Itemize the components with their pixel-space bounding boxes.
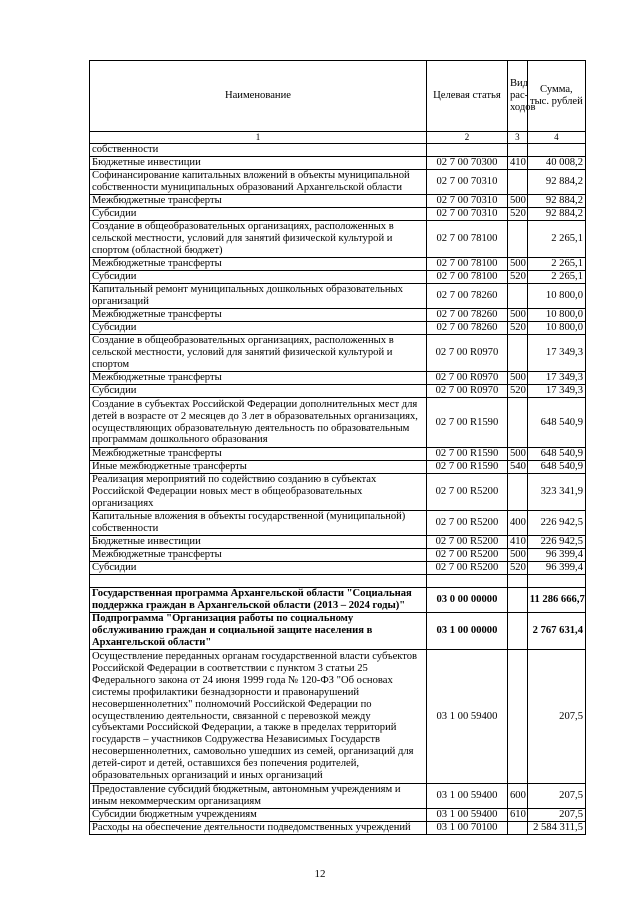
table-row: [90, 144, 586, 157]
row-target-article: 03 1 00 59400: [426, 784, 507, 809]
row-expense-type: 600: [507, 784, 527, 809]
table-row: [90, 335, 586, 372]
row-expense-type: 410: [507, 536, 527, 549]
row-amount: 10 800,0: [527, 309, 585, 322]
row-name: Осуществление переданных органам государственной власти субъектов Российской Федерации в соответствии с пунктом 3 статьи 25 Федерального закона от 24 июня 1999 года № 120-ФЗ "Об основах системы профилактики безнадзорности и правонарушений несовершеннолетних" полномочий Российской Федерации по осуществлению деятельности, связанной с перевозкой между субъектами Российской Федерации, а также в пределах территорий государств – участников Содружества Независимых Государств несовершеннолетних, самовольно ушедших из семей, организаций для детей-сирот и детей, оставшихся без попечения родителей, образовательных организаций и иных организаций: [90, 650, 427, 784]
row-amount: 96 399,4: [527, 562, 585, 575]
row-amount: 226 942,5: [527, 511, 585, 536]
row-expense-type: 500: [507, 549, 527, 562]
row-amount: 2 767 631,4: [527, 613, 585, 650]
header-target-article: Целевая статья: [426, 61, 507, 132]
row-expense-type: [507, 398, 527, 448]
row-expense-type: [507, 170, 527, 195]
column-number-2: 2: [426, 132, 507, 144]
row-name: Государственная программа Архангельской области "Социальная поддержка граждан в Архангельской области (2013 – 2024 годы)": [90, 588, 427, 613]
table-row: [90, 385, 586, 398]
row-target-article: 02 7 00 70310: [426, 170, 507, 195]
row-expense-type: 500: [507, 258, 527, 271]
row-target-article: 02 7 00 70300: [426, 157, 507, 170]
row-amount: 92 884,2: [527, 208, 585, 221]
row-amount: 226 942,5: [527, 536, 585, 549]
row-amount: 207,5: [527, 809, 585, 822]
row-name: Межбюджетные трансферты: [90, 448, 427, 461]
table-row: [90, 284, 586, 309]
table-row: [90, 271, 586, 284]
row-name: Подпрограмма "Организация работы по социальному обслуживанию граждан и социальной защите населения в Архангельской области": [90, 613, 427, 650]
table-row: [90, 372, 586, 385]
row-expense-type: [507, 613, 527, 650]
row-target-article: 02 7 00 R5200: [426, 549, 507, 562]
row-target-article: 02 7 00 R5200: [426, 562, 507, 575]
budget-table: [89, 60, 586, 835]
table-row: [90, 157, 586, 170]
row-amount: 10 800,0: [527, 284, 585, 309]
row-target-article: 02 7 00 R0970: [426, 335, 507, 372]
row-name: Софинансирование капитальных вложений в объекты муниципальной собственности муниципальных образований Архангельской области: [90, 170, 427, 195]
row-name: Бюджетные инвестиции: [90, 536, 427, 549]
column-number-3: 3: [507, 132, 527, 144]
row-amount: 2 265,1: [527, 221, 585, 258]
row-target-article: 02 7 00 R0970: [426, 385, 507, 398]
row-expense-type: 500: [507, 195, 527, 208]
row-target-article: 02 7 00 70310: [426, 195, 507, 208]
row-target-article: 02 7 00 R5200: [426, 474, 507, 511]
row-amount: 17 349,3: [527, 335, 585, 372]
row-name: [90, 575, 427, 588]
row-amount: 40 008,2: [527, 157, 585, 170]
table-row: [90, 650, 586, 784]
row-target-article: 03 1 00 00000: [426, 613, 507, 650]
row-expense-type: 400: [507, 511, 527, 536]
table-row: [90, 309, 586, 322]
row-target-article: 02 7 00 R5200: [426, 511, 507, 536]
row-name: Создание в субъектах Российской Федерации дополнительных мест для детей в возрасте от 2 месяцев до 3 лет в образовательных организациях, осуществляющих образовательную деятельность по образовательным программам дошкольного образования: [90, 398, 427, 448]
table-row: [90, 511, 586, 536]
row-target-article: 02 7 00 78100: [426, 271, 507, 284]
table-body: [90, 144, 586, 835]
table-row: [90, 588, 586, 613]
row-name: Создание в общеобразовательных организациях, расположенных в сельской местности, условий для занятий физической культурой и спортом (областной бюджет): [90, 221, 427, 258]
row-name: Межбюджетные трансферты: [90, 549, 427, 562]
row-amount: 2 265,1: [527, 258, 585, 271]
table-row: [90, 221, 586, 258]
table-row: [90, 784, 586, 809]
table-row: [90, 170, 586, 195]
table-row: [90, 613, 586, 650]
table-row: [90, 322, 586, 335]
row-expense-type: [507, 284, 527, 309]
column-number-1: 1: [90, 132, 427, 144]
row-expense-type: [507, 221, 527, 258]
row-expense-type: [507, 144, 527, 157]
row-expense-type: [507, 335, 527, 372]
row-amount: 17 349,3: [527, 385, 585, 398]
table-row: [90, 398, 586, 448]
row-amount: 92 884,2: [527, 195, 585, 208]
row-amount: [527, 144, 585, 157]
row-name: Иные межбюджетные трансферты: [90, 461, 427, 474]
row-target-article: 02 7 00 R1590: [426, 461, 507, 474]
row-amount: 92 884,2: [527, 170, 585, 195]
table-row: [90, 195, 586, 208]
table-row: [90, 208, 586, 221]
row-expense-type: [507, 575, 527, 588]
row-name: собственности: [90, 144, 427, 157]
row-expense-type: 520: [507, 271, 527, 284]
row-expense-type: 410: [507, 157, 527, 170]
row-amount: 2 265,1: [527, 271, 585, 284]
row-expense-type: 610: [507, 809, 527, 822]
row-expense-type: [507, 474, 527, 511]
row-expense-type: 520: [507, 322, 527, 335]
row-name: Субсидии: [90, 322, 427, 335]
column-number-4: 4: [527, 132, 585, 144]
row-target-article: 02 7 00 R0970: [426, 372, 507, 385]
row-name: Субсидии: [90, 385, 427, 398]
row-target-article: 02 7 00 70310: [426, 208, 507, 221]
row-name: Межбюджетные трансферты: [90, 372, 427, 385]
row-target-article: 02 7 00 78100: [426, 258, 507, 271]
row-name: Предоставление субсидий бюджетным, автономным учреждениям и иным некоммерческим организациям: [90, 784, 427, 809]
header-expense-type: Вид рас-ходов: [507, 61, 527, 132]
row-name: Межбюджетные трансферты: [90, 309, 427, 322]
row-name: Реализация мероприятий по содействию созданию в субъектах Российской Федерации новых мест в общеобразовательных организациях: [90, 474, 427, 511]
row-expense-type: 500: [507, 448, 527, 461]
row-name: Субсидии: [90, 208, 427, 221]
row-target-article: [426, 575, 507, 588]
table-row: [90, 822, 586, 835]
table-row: [90, 474, 586, 511]
row-target-article: 02 7 00 78260: [426, 322, 507, 335]
table-row: [90, 809, 586, 822]
row-amount: 207,5: [527, 650, 585, 784]
header-name: Наименование: [90, 61, 427, 132]
row-amount: 2 584 311,5: [527, 822, 585, 835]
row-expense-type: 520: [507, 208, 527, 221]
row-amount: 207,5: [527, 784, 585, 809]
row-target-article: 03 0 00 00000: [426, 588, 507, 613]
row-expense-type: 540: [507, 461, 527, 474]
header-amount: Сумма, тыс. рублей: [527, 61, 585, 132]
row-amount: 648 540,9: [527, 448, 585, 461]
row-target-article: 02 7 00 78260: [426, 284, 507, 309]
row-target-article: 02 7 00 78100: [426, 221, 507, 258]
row-expense-type: 500: [507, 309, 527, 322]
row-amount: 323 341,9: [527, 474, 585, 511]
row-expense-type: [507, 588, 527, 613]
table-row: [90, 562, 586, 575]
row-expense-type: [507, 650, 527, 784]
row-name: Субсидии: [90, 271, 427, 284]
row-expense-type: [507, 822, 527, 835]
row-target-article: 03 1 00 59400: [426, 650, 507, 784]
row-name: Бюджетные инвестиции: [90, 157, 427, 170]
row-expense-type: 500: [507, 372, 527, 385]
row-amount: 11 286 666,7: [527, 588, 585, 613]
table-row: [90, 549, 586, 562]
table-row: [90, 448, 586, 461]
table-row: [90, 258, 586, 271]
row-amount: 96 399,4: [527, 549, 585, 562]
table-row: [90, 536, 586, 549]
row-target-article: 03 1 00 59400: [426, 809, 507, 822]
row-target-article: 02 7 00 R1590: [426, 448, 507, 461]
row-target-article: 03 1 00 70100: [426, 822, 507, 835]
row-name: Капитальный ремонт муниципальных дошкольных образовательных организаций: [90, 284, 427, 309]
row-target-article: 02 7 00 R5200: [426, 536, 507, 549]
row-amount: 17 349,3: [527, 372, 585, 385]
row-expense-type: 520: [507, 562, 527, 575]
row-expense-type: 520: [507, 385, 527, 398]
row-name: Межбюджетные трансферты: [90, 258, 427, 271]
table-row: [90, 461, 586, 474]
row-target-article: 02 7 00 78260: [426, 309, 507, 322]
row-target-article: [426, 144, 507, 157]
row-amount: [527, 575, 585, 588]
page-number: 12: [314, 868, 326, 880]
row-name: Создание в общеобразовательных организациях, расположенных в сельской местности, условий для занятий физической культурой и спортом: [90, 335, 427, 372]
row-name: Расходы на обеспечение деятельности подведомственных учреждений: [90, 822, 427, 835]
table-header: [90, 61, 586, 144]
row-target-article: 02 7 00 R1590: [426, 398, 507, 448]
table-row: [90, 575, 586, 588]
row-amount: 10 800,0: [527, 322, 585, 335]
row-name: Межбюджетные трансферты: [90, 195, 427, 208]
row-amount: 648 540,9: [527, 398, 585, 448]
row-name: Субсидии бюджетным учреждениям: [90, 809, 427, 822]
row-amount: 648 540,9: [527, 461, 585, 474]
row-name: Субсидии: [90, 562, 427, 575]
row-name: Капитальные вложения в объекты государственной (муниципальной) собственности: [90, 511, 427, 536]
